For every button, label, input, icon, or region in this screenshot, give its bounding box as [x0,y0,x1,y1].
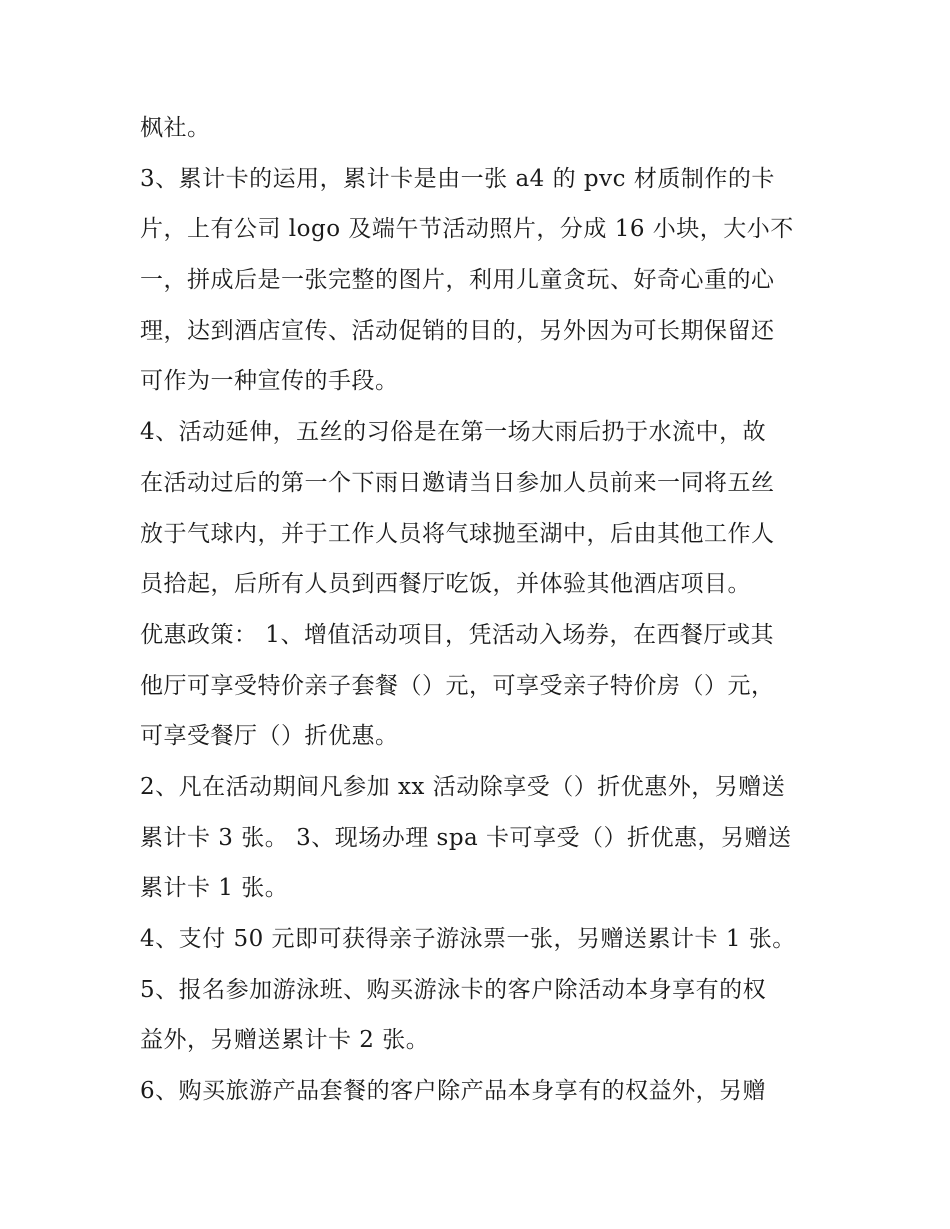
text-line: 4、活动延伸，五丝的习俗是在第一场大雨后扔于水流中，故 [140,419,767,445]
text-line: 4、支付 50 元即可获得亲子游泳票一张，另赠送累计卡 1 张。 [140,926,796,952]
text-line: 可享受餐厅（）折优惠。 [140,723,399,749]
text-line: 片，上有公司 logo 及端午节活动照片，分成 16 小块，大小不 [140,216,794,242]
text-line: 累计卡 3 张。 3、现场办理 spa 卡可享受（）折优惠，另赠送 [140,825,792,851]
text-line: 枫社。 [140,115,211,141]
text-line: 一，拼成后是一张完整的图片，利用儿童贪玩、好奇心重的心 [140,267,775,293]
text-line: 6、购买旅游产品套餐的客户除产品本身享有的权益外，另赠 [140,1078,767,1104]
text-line: 5、报名参加游泳班、购买游泳卡的客户除活动本身享有的权 [140,977,767,1003]
text-line: 优惠政策： 1、增值活动项目，凭活动入场券，在西餐厅或其 [140,622,774,648]
text-line: 员拾起，后所有人员到西餐厅吃饭，并体验其他酒店项目。 [140,571,751,597]
text-line: 在活动过后的第一个下雨日邀请当日参加人员前来一同将五丝 [140,470,775,496]
text-line: 2、凡在活动期间凡参加 xx 活动除享受（）折优惠外，另赠送 [140,774,786,800]
text-line: 理，达到酒店宣传、活动促销的目的，另外因为可长期保留还 [140,318,775,344]
text-line: 可作为一种宣传的手段。 [140,368,399,394]
text-line: 他厅可享受特价亲子套餐（）元，可享受亲子特价房（）元， [140,673,775,699]
text-line: 放于气球内，并于工作人员将气球抛至湖中，后由其他工作人 [140,521,775,547]
text-line: 3、累计卡的运用，累计卡是由一张 a4 的 pvc 材质制作的卡 [140,166,775,192]
text-line: 累计卡 1 张。 [140,875,289,901]
text-line: 益外，另赠送累计卡 2 张。 [140,1027,430,1053]
